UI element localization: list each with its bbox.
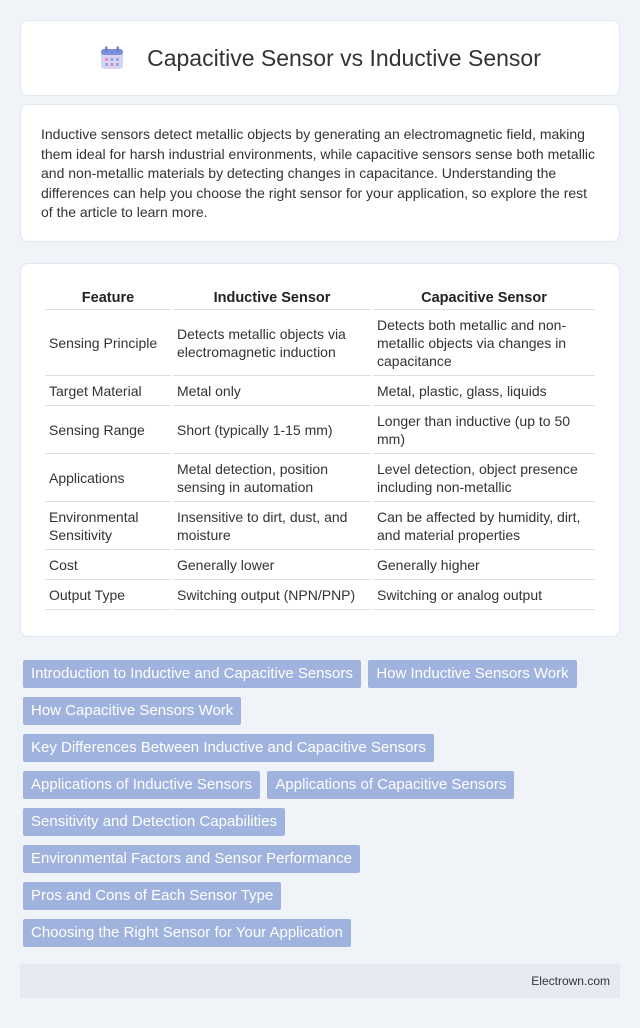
table-row	[45, 312, 595, 376]
table-cell: Target Material	[45, 378, 171, 406]
table-cell: Metal only	[173, 378, 371, 406]
comparison-card	[20, 263, 620, 637]
table-cell: Environmental Sensitivity	[45, 504, 171, 550]
table-cell: Switching output (NPN/PNP)	[173, 582, 371, 610]
header-inductive: Inductive Sensor	[173, 286, 371, 310]
table-row	[45, 552, 595, 580]
table-cell: Insensitive to dirt, dust, and moisture	[173, 504, 371, 550]
link-choosing[interactable]: Choosing the Right Sensor for Your Application	[23, 919, 351, 947]
intro-card	[20, 104, 620, 242]
table-cell: Sensing Range	[45, 408, 171, 454]
table-cell: Detects metallic objects via electromagnetic induction	[173, 312, 371, 376]
calendar-icon	[99, 45, 125, 71]
table-cell: Short (typically 1-15 mm)	[173, 408, 371, 454]
link-intro[interactable]: Introduction to Inductive and Capacitive Sensors	[23, 660, 361, 688]
intro-paragraph: Inductive sensors detect metallic objects by generating an electromagnetic field, making them ideal for harsh industrial environments, while capacitive sensors sense both metallic and non-metallic materials by detecting changes in capacitance. Understanding the differences can help you choose the right sensor for your application, so explore the rest of the article to learn more.	[41, 126, 596, 220]
header-feature: Feature	[45, 286, 171, 310]
table-header-row	[45, 286, 595, 310]
table-cell: Switching or analog output	[373, 582, 595, 610]
link-key-differences[interactable]: Key Differences Between Inductive and Capacitive Sensors	[23, 734, 434, 762]
section-links	[23, 660, 623, 956]
table-cell: Cost	[45, 552, 171, 580]
table-row	[45, 456, 595, 502]
title-card	[20, 20, 620, 96]
link-sensitivity[interactable]: Sensitivity and Detection Capabilities	[23, 808, 285, 836]
link-applications-capacitive[interactable]: Applications of Capacitive Sensors	[267, 771, 514, 799]
link-how-inductive[interactable]: How Inductive Sensors Work	[368, 660, 576, 688]
table-row	[45, 378, 595, 406]
table-cell: Generally lower	[173, 552, 371, 580]
table-cell: Level detection, object presence including non-metallic	[373, 456, 595, 502]
footer	[20, 964, 620, 998]
link-how-capacitive[interactable]: How Capacitive Sensors Work	[23, 697, 241, 725]
table-cell: Metal detection, position sensing in automation	[173, 456, 371, 502]
table-cell: Sensing Principle	[45, 312, 171, 376]
link-environmental[interactable]: Environmental Factors and Sensor Performance	[23, 845, 360, 873]
table-cell: Generally higher	[373, 552, 595, 580]
table-cell: Applications	[45, 456, 171, 502]
table-cell: Can be affected by humidity, dirt, and material properties	[373, 504, 595, 550]
table-cell: Longer than inductive (up to 50 mm)	[373, 408, 595, 454]
table-cell: Metal, plastic, glass, liquids	[373, 378, 595, 406]
table-cell: Output Type	[45, 582, 171, 610]
table-row	[45, 504, 595, 550]
comparison-table	[43, 284, 597, 612]
page-title: Capacitive Sensor vs Inductive Sensor	[147, 44, 541, 71]
table-cell: Detects both metallic and non-metallic objects via changes in capacitance	[373, 312, 595, 376]
link-pros-cons[interactable]: Pros and Cons of Each Sensor Type	[23, 882, 281, 910]
footer-brand[interactable]: Electrown.com	[531, 974, 610, 988]
table-row	[45, 408, 595, 454]
header-capacitive: Capacitive Sensor	[373, 286, 595, 310]
title-wrap	[99, 45, 541, 72]
table-row	[45, 582, 595, 610]
link-applications-inductive[interactable]: Applications of Inductive Sensors	[23, 771, 260, 799]
